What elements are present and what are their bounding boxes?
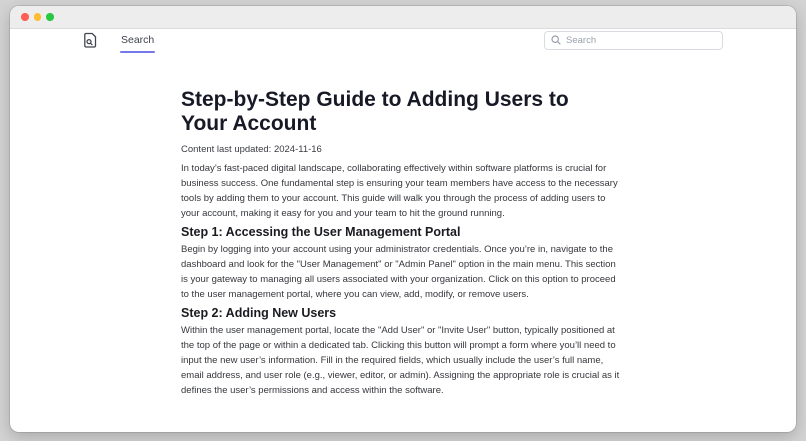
section-paragraph-step-2: Within the user management portal, locate the "Add User" or "Invite User" button, typically positioned at the top of the page or within a dedicated tab. Clicking this button will prompt a form where you’ll need to input the new user’s information. Fill in the required fields, which usually include the user’s full name, email address, and user role (e.g., viewer, editor, or admin). Assigning the appropriate role is crucial as it defines the user’s permissions and access within the software. bbox=[181, 325, 620, 396]
window-titlebar[interactable] bbox=[10, 6, 796, 29]
article bbox=[181, 88, 625, 398]
app-header bbox=[10, 32, 796, 61]
last-updated-text: Content last updated: 2024-11-16 bbox=[181, 144, 322, 155]
section-heading-step-1: Step 1: Accessing the User Management Portal bbox=[181, 225, 461, 239]
minimize-window-button[interactable] bbox=[34, 13, 42, 21]
app-window bbox=[10, 6, 796, 432]
document-search-icon bbox=[83, 32, 97, 49]
tab-search-label: Search bbox=[121, 34, 155, 46]
page-title: Step-by-Step Guide to Adding Users to Your Account bbox=[181, 88, 569, 135]
search-input[interactable] bbox=[566, 35, 716, 46]
intro-paragraph: In today’s fast-paced digital landscape, collaborating effectively within software platforms is crucial for business success. One fundamental step is ensuring your team members have access to the necessary tools by adding them to your account. This guide will walk you through the process of adding users to your account, making it easy for you and your team to hit the ground running. bbox=[181, 163, 618, 219]
zoom-window-button[interactable] bbox=[46, 13, 54, 21]
close-window-button[interactable] bbox=[21, 13, 29, 21]
section-heading-step-2: Step 2: Adding New Users bbox=[181, 306, 337, 320]
magnifier-icon bbox=[551, 35, 561, 45]
section-paragraph-step-1: Begin by logging into your account using your administrator credentials. Once you’re in, navigate to the dashboard and look for the "User Management" or "Admin Panel" option in the main menu. This section is your gateway to managing all users associated with your organization. Click on this option to proceed to the user management portal, where you can view, add, modify, or remove users. bbox=[181, 244, 616, 300]
document-content bbox=[10, 88, 796, 398]
search-box[interactable] bbox=[544, 31, 723, 50]
tab-search[interactable] bbox=[121, 34, 154, 46]
